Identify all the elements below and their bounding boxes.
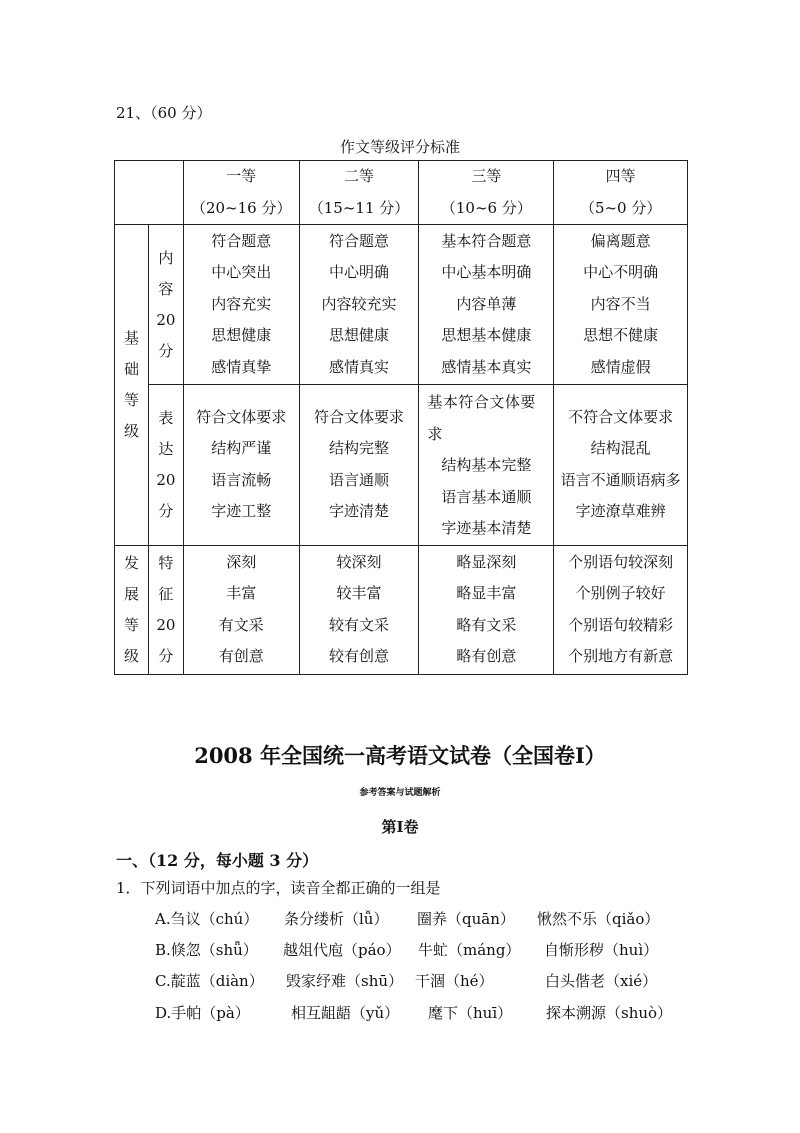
content-cell: 符合题意 中心明确 内容较充实 思想健康 感情真实 <box>299 225 419 385</box>
basic-level-label: 基 础 等 级 <box>115 225 149 546</box>
table-title: 作文等级评分标准 <box>339 138 460 156</box>
option-b-3: 牛虻（máng） <box>418 941 521 959</box>
document-subtitle: 参考答案与试题解析 <box>359 788 441 798</box>
feature-cell: 个别语句较深刻 个别例子较好 个别语句较精彩 个别地方有新意 <box>554 545 688 674</box>
dev-level-label: 发 展 等 级 <box>115 545 149 674</box>
volume-heading: 第I卷 <box>381 818 419 836</box>
option-d-1: D.手帕（pà） <box>155 1004 250 1022</box>
option-b-4: 自惭形秽（huì） <box>544 941 659 959</box>
feature-row <box>115 545 688 674</box>
option-c-2: 毁家纾难（shū） <box>286 972 404 990</box>
expression-cell: 基本符合文体要求 结构基本完整 语言基本通顺 字迹基本清楚 <box>419 385 554 546</box>
feature-cell: 较深刻 较丰富 较有文采 较有创意 <box>299 545 419 674</box>
content-cell: 基本符合题意 中心基本明确 内容单薄 思想基本健康 感情基本真实 <box>419 225 554 385</box>
option-c-4: 白头偕老（xié） <box>545 972 658 990</box>
expression-cell: 符合文体要求 结构严谨 语言流畅 字迹工整 <box>183 385 299 546</box>
expression-label: 表 达 20 分 <box>148 385 183 546</box>
option-a-3: 圈养（quān） <box>417 910 515 928</box>
expression-cell: 不符合文体要求 结构混乱 语言不通顺语病多 字迹潦草难辨 <box>554 385 688 546</box>
option-d-2: 相互龃龉（yǔ） <box>291 1004 400 1022</box>
question-header: 21、（60 分） <box>116 104 212 122</box>
content-cell: 偏离题意 中心不明确 内容不当 思想不健康 感情虚假 <box>554 225 688 385</box>
content-cell: 符合题意 中心突出 内容充实 思想健康 感情真挚 <box>183 225 299 385</box>
content-row <box>115 225 688 385</box>
option-a-4: 愀然不乐（qiǎo） <box>537 910 660 928</box>
grade-header: 二等 （15~11 分） <box>299 161 419 225</box>
option-a-2: 条分缕析（lǚ） <box>284 910 389 928</box>
option-c-3: 干涸（hé） <box>415 972 494 990</box>
grade-header: 一等 （20~16 分） <box>183 161 299 225</box>
question-1-stem: 1．下列词语中加点的字，读音全都正确的一组是 <box>116 879 441 897</box>
option-d-3: 麾下（huī） <box>428 1004 513 1022</box>
option-b-2: 越俎代庖（páo） <box>283 941 401 959</box>
option-d-4: 探本溯源（shuò） <box>546 1004 673 1022</box>
content-label: 内 容 20 分 <box>148 225 183 385</box>
expression-row <box>115 385 688 546</box>
option-c-1: C.靛蓝（diàn） <box>155 972 264 990</box>
grade-header: 四等 （5~0 分） <box>554 161 688 225</box>
header-row <box>115 161 688 225</box>
option-a-1: A.刍议（chú） <box>155 910 259 928</box>
expression-cell: 符合文体要求 结构完整 语言通顺 字迹清楚 <box>299 385 419 546</box>
feature-label: 特 征 20 分 <box>148 545 183 674</box>
grade-header: 三等 （10~6 分） <box>419 161 554 225</box>
feature-cell: 略显深刻 略显丰富 略有文采 略有创意 <box>419 545 554 674</box>
document-title: 2008 年全国统一高考语文试卷（全国卷I） <box>194 743 606 768</box>
feature-cell: 深刻 丰富 有文采 有创意 <box>183 545 299 674</box>
grading-table <box>114 160 688 675</box>
section-heading: 一、（12 分，每小题 3 分） <box>116 851 319 870</box>
corner-cell <box>115 161 184 225</box>
option-b-1: B.倏忽（shǖ） <box>155 941 258 959</box>
